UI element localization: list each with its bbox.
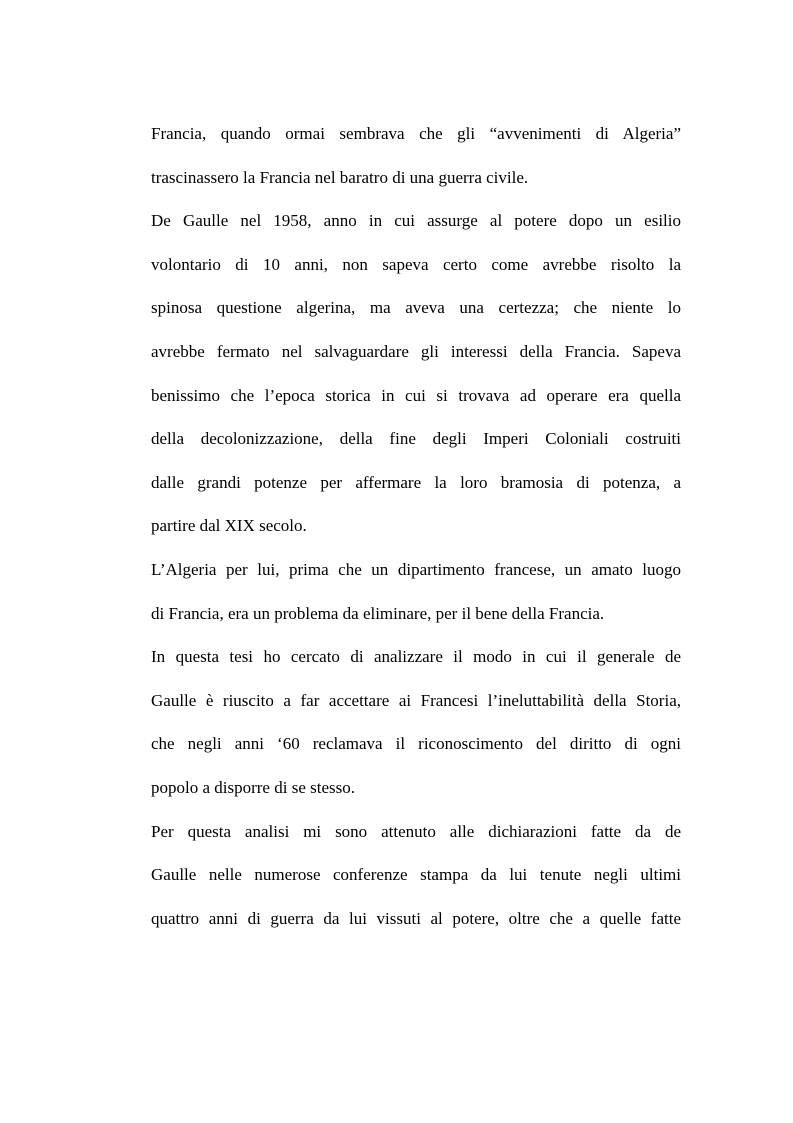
text-line: avrebbe fermato nel salvaguardare gli interessi della Francia. Sapeva <box>151 341 681 361</box>
text-line: partire dal XIX secolo. <box>151 516 307 536</box>
text-line: L’Algeria per lui, prima che un dipartimento francese, un amato luogo <box>151 559 681 579</box>
document-body <box>151 112 681 940</box>
text-line: di Francia, era un problema da eliminare, per il bene della Francia. <box>151 603 605 623</box>
text-line: dalle grandi potenze per affermare la loro bramosia di potenza, a <box>151 472 681 492</box>
text-line: quattro anni di guerra da lui vissuti al potere, oltre che a quelle fatte <box>151 908 681 928</box>
text-line: Per questa analisi mi sono attenuto alle dichiarazioni fatte da de <box>151 821 681 841</box>
text-line: spinosa questione algerina, ma aveva una certezza; che niente lo <box>151 298 681 318</box>
text-line: che negli anni ‘60 reclamava il riconoscimento del diritto di ogni <box>151 734 681 754</box>
text-line: Gaulle è riuscito a far accettare ai Francesi l’ineluttabilità della Storia, <box>151 690 681 710</box>
text-line: benissimo che l’epoca storica in cui si trovava ad operare era quella <box>151 385 681 405</box>
text-line: volontario di 10 anni, non sapeva certo come avrebbe risolto la <box>151 254 681 274</box>
text-line: popolo a disporre di se stesso. <box>151 777 355 797</box>
text-line: De Gaulle nel 1958, anno in cui assurge al potere dopo un esilio <box>151 211 681 231</box>
text-line: Gaulle nelle numerose conferenze stampa da lui tenute negli ultimi <box>151 865 681 885</box>
text-line: trascinassero la Francia nel baratro di una guerra civile. <box>151 167 529 187</box>
text-line: della decolonizzazione, della fine degli Imperi Coloniali costruiti <box>151 429 681 449</box>
text-line: Francia, quando ormai sembrava che gli “avvenimenti di Algeria” <box>151 124 681 143</box>
text-line: In questa tesi ho cercato di analizzare il modo in cui il generale de <box>151 647 681 667</box>
